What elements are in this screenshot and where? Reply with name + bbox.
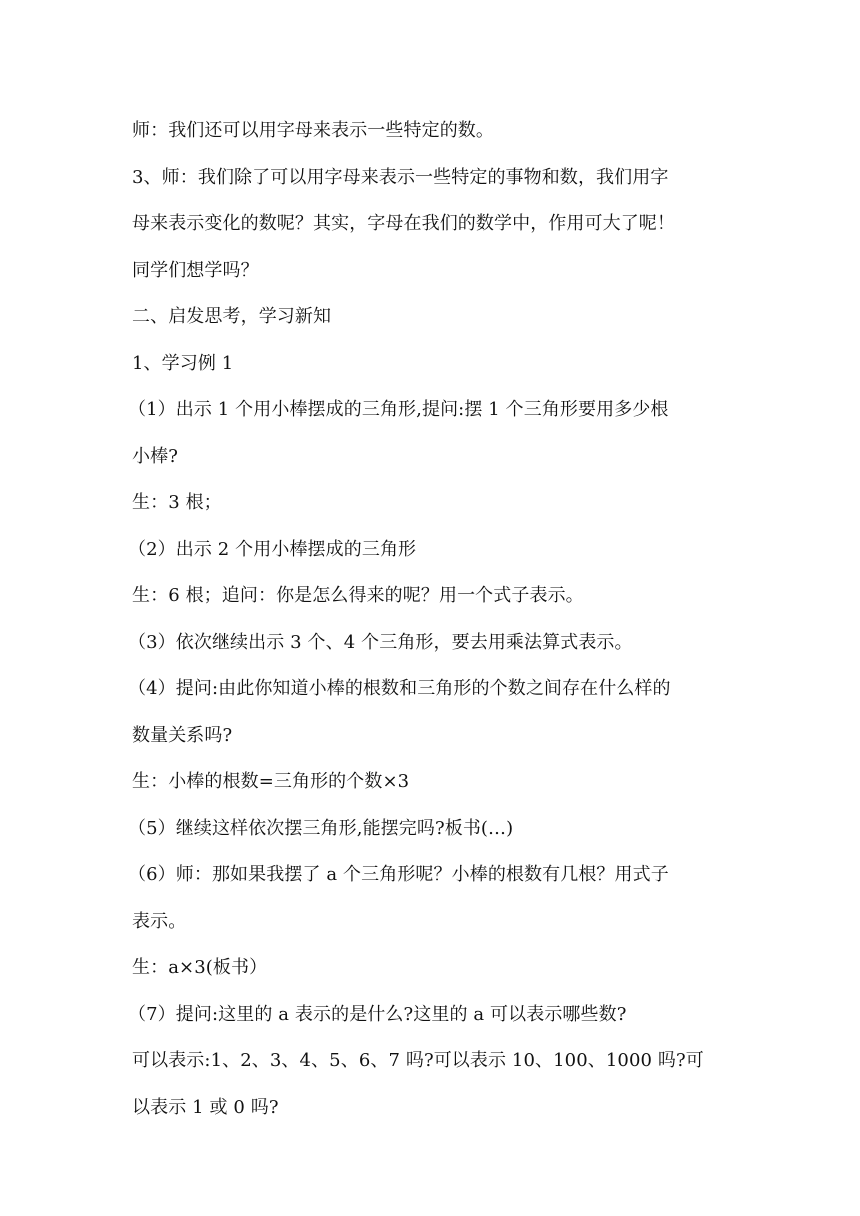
section-heading: 二、启发思考，学习新知 [132,306,332,327]
text-line: 表示。 [132,910,187,932]
text-line: 生：小棒的根数=三角形的个数×3 [132,771,410,792]
text-line: （5）继续这样依次摆三角形,能摆完吗?板书(…) [128,817,514,839]
text-line: 同学们想学吗？ [132,259,259,281]
text-line: 小棒? [132,445,178,467]
text-line: （2）出示 2 个用小棒摆成的三角形 [128,538,417,560]
text-line: 母来表示变化的数呢？其实，字母在我们的数学中，作用可大了呢！ [132,213,675,234]
text-line: 以表示 1 或 0 吗? [132,1096,279,1118]
text-line: 生：6 根；追问：你是怎么得来的呢？用一个式子表示。 [132,585,584,606]
document-body [128,108,732,1131]
text-line: （7）提问:这里的 a 表示的是什么?这里的 a 可以表示哪些数? [128,1003,627,1025]
text-line: 3、师：我们除了可以用字母来表示一些特定的事物和数，我们用字 [132,166,669,188]
text-line: 师：我们还可以用字母来表示一些特定的数。 [132,120,494,141]
text-line: （3）依次继续出示 3 个、4 个三角形，要去用乘法算式表示。 [128,631,633,653]
subsection-heading: 1、学习例 1 [132,352,234,374]
text-line: 可以表示:1、2、3、4、5、6、7 吗?可以表示 10、100、1000 吗?可 [132,1050,704,1071]
text-line: （1）出示 1 个用小棒摆成的三角形,提问:摆 1 个三角形要用多少根 [128,399,669,420]
text-line: 生：3 根； [132,492,222,513]
text-line: （6）师：那如果我摆了 a 个三角形呢？小棒的根数有几根？用式子 [128,864,669,885]
text-line: 数量关系吗? [132,724,233,746]
text-line: 生：a×3(板书） [132,957,268,978]
text-line: （4）提问:由此你知道小棒的根数和三角形的个数之间存在什么样的 [128,678,671,699]
